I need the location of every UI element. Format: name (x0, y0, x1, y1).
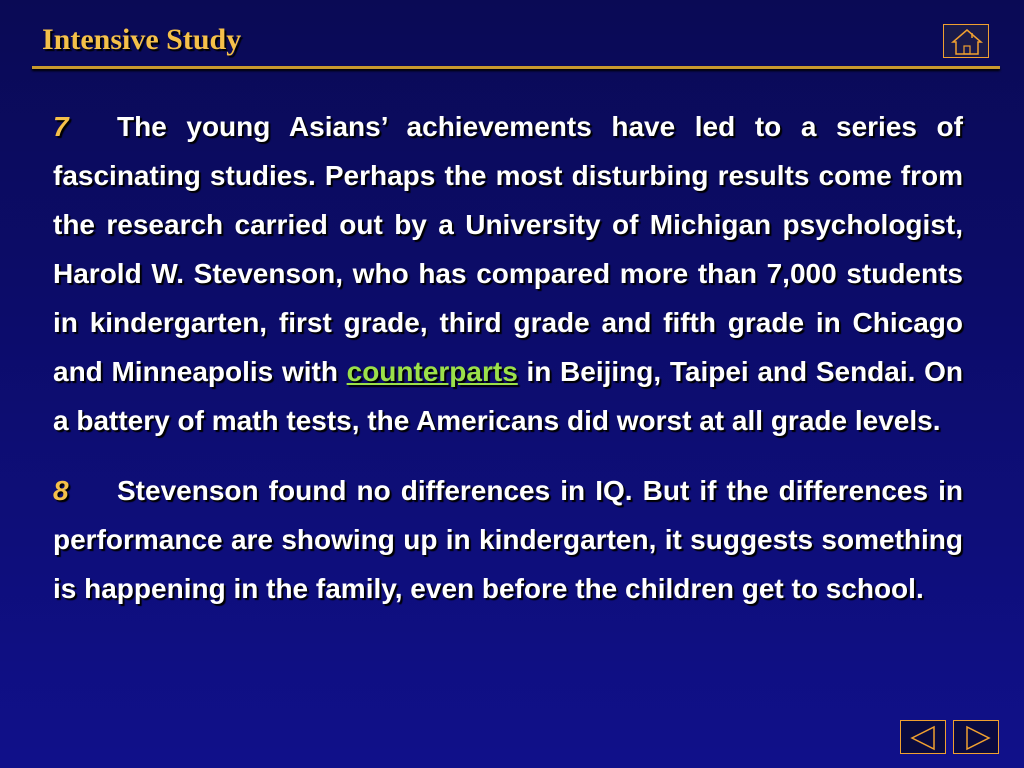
next-button[interactable] (953, 720, 999, 754)
paragraph-text: Stevenson found no differences in IQ. But if the differences in performance are showing up in kindergarten, it suggests something is happening in the family, even before the children get to school. (53, 475, 963, 604)
counterparts-link[interactable]: counterparts (346, 356, 518, 387)
page-title: Intensive Study (42, 23, 242, 56)
paragraph-8 (53, 466, 963, 613)
home-button[interactable] (943, 24, 989, 58)
left-arrow-icon (901, 721, 947, 755)
title-divider (32, 66, 1000, 69)
home-icon (944, 25, 990, 59)
right-arrow-icon (954, 721, 1000, 755)
passage (53, 102, 963, 634)
paragraph-text-start: The young Asians’ achievements have led to a series of fascinating studies. Perhaps the most disturbing results come from the research carried out by a University of Michigan psychologist, Harold W. Stevenson, who has compared more than 7,000 students in kindergarten, first grade, third grade and fifth grade in Chicago and Minneapolis with (53, 111, 963, 387)
paragraph-number: 8 (53, 475, 69, 506)
previous-button[interactable] (900, 720, 946, 754)
paragraph-text-end: in Beijing, Taipei and Sendai. On a battery of math tests, the Americans did worst at all grade levels. (53, 356, 963, 436)
paragraph-7 (53, 102, 963, 445)
paragraph-number: 7 (53, 111, 69, 142)
